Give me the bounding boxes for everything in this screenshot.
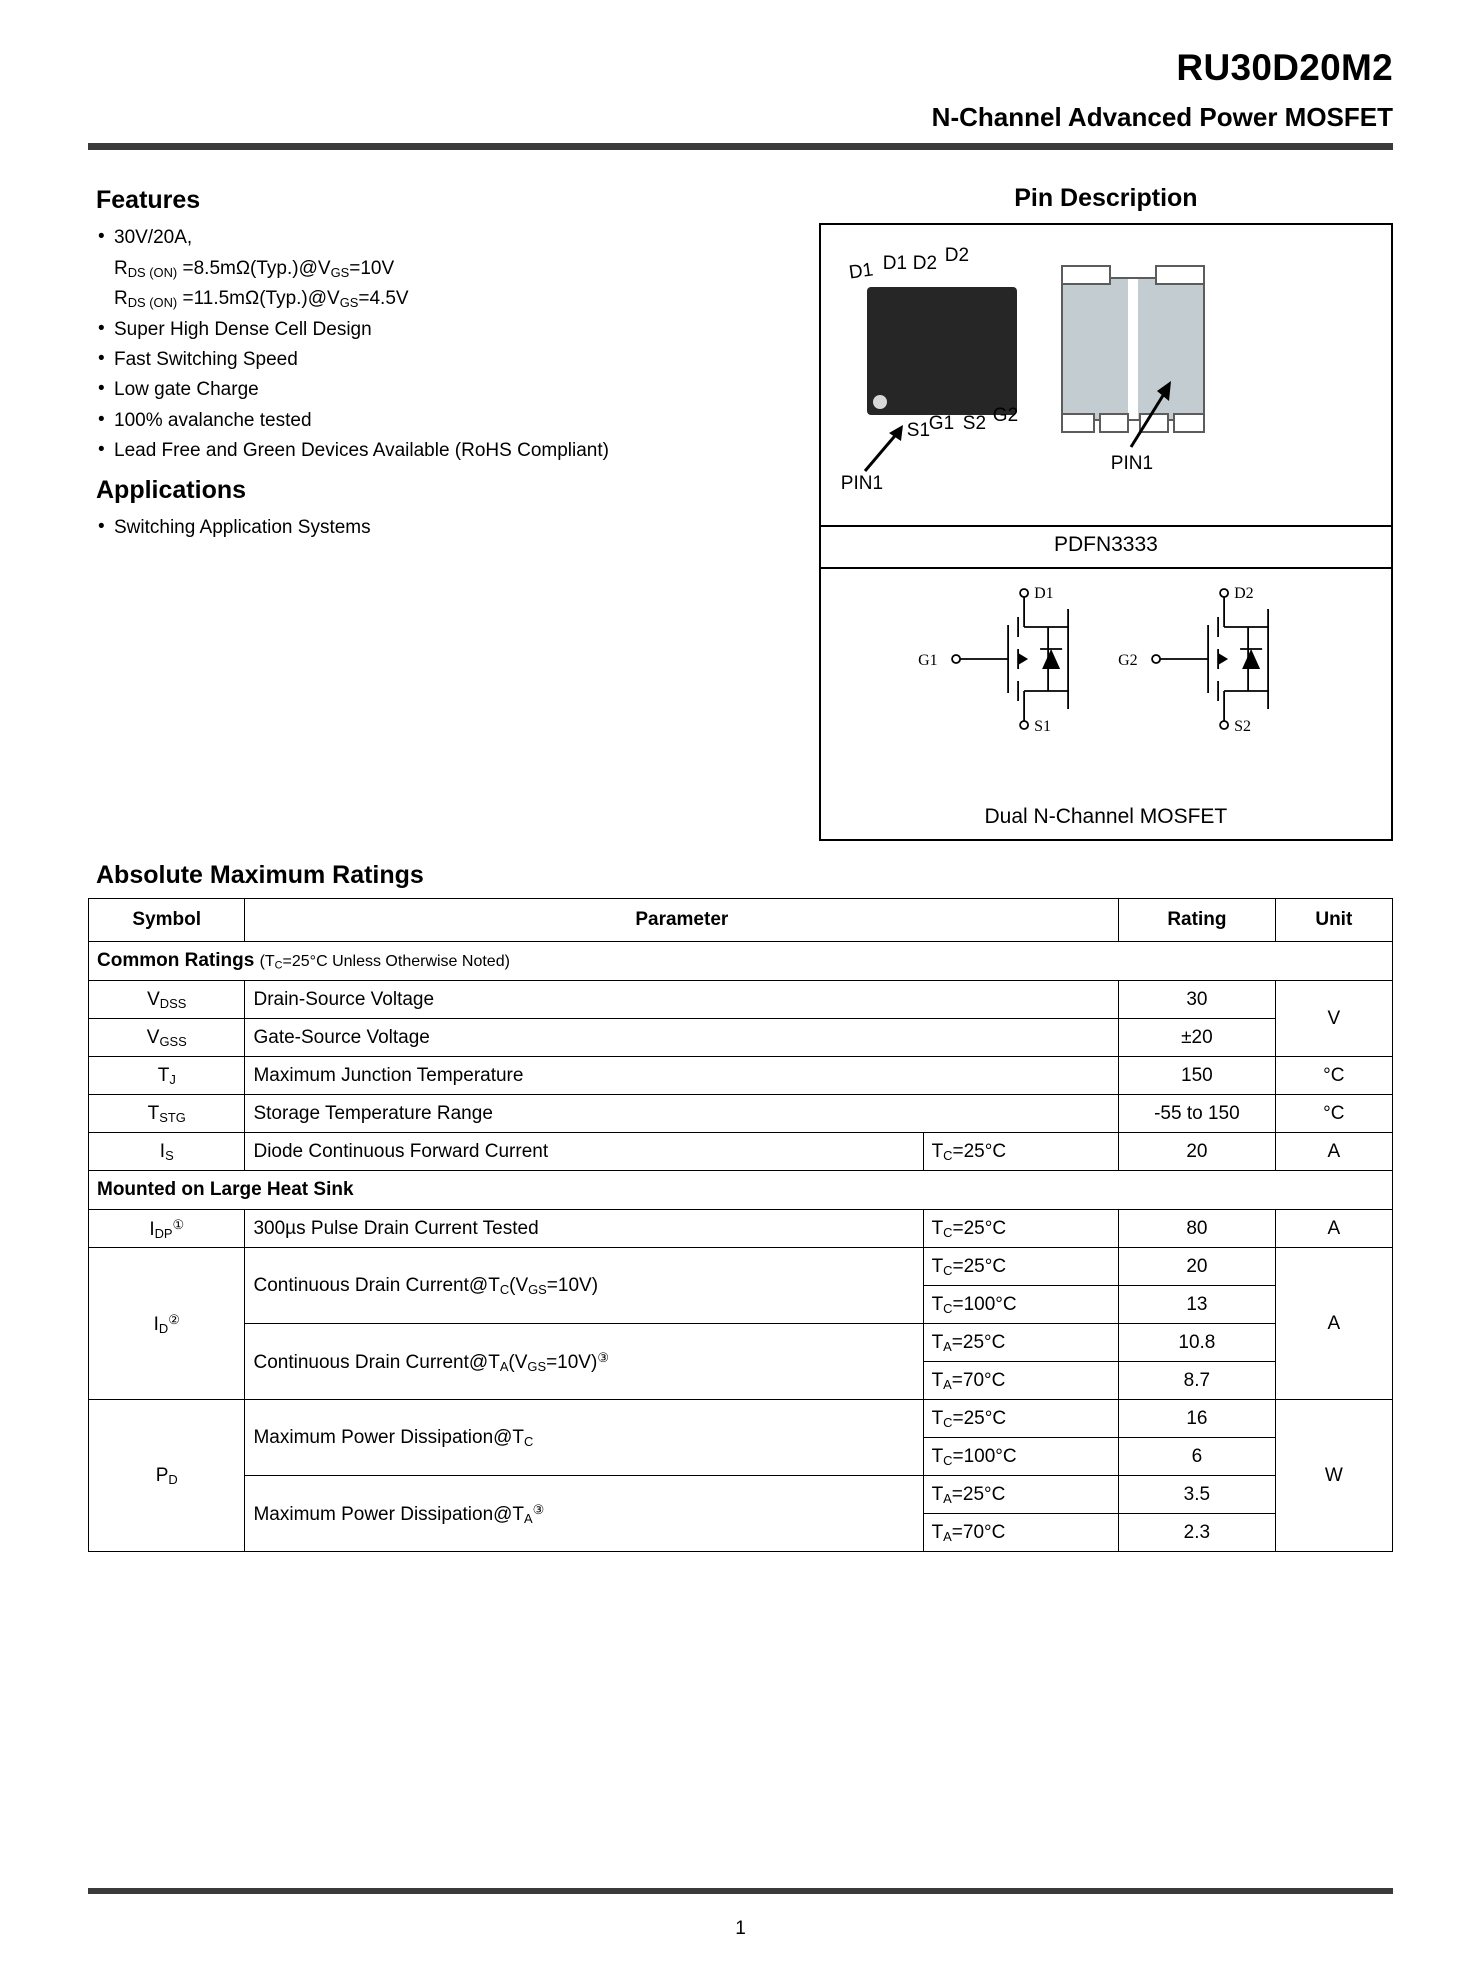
top-section xyxy=(88,176,1393,841)
feature-item: • Low gate Charge xyxy=(96,375,819,404)
cell-unit: A xyxy=(1275,1133,1392,1171)
table-row xyxy=(89,1133,1393,1171)
feature-item: • 100% avalanche tested xyxy=(96,406,819,435)
column-header-parameter: Parameter xyxy=(245,899,1119,942)
cell-rating: 80 xyxy=(1119,1210,1275,1248)
feature-item: $R_{DS (ON)}$ $=8.5m\Omega(Typ.)@V_{GS}=10V$ xyxy=(114,257,395,280)
cell-parameter: Maximum Power $Dissipation@T_C$ xyxy=(245,1400,923,1476)
group-label: Common Ratings xyxy=(97,950,255,972)
table-row xyxy=(89,981,1393,1019)
pin-label-d1-left: D1 xyxy=(847,259,875,284)
cell-symbol: $T_J$ xyxy=(89,1057,245,1095)
feature-item: • Super High Dense Cell Design xyxy=(96,315,819,344)
cell-condition: $T_A=25^\circ C$ xyxy=(923,1476,1119,1514)
cell-condition: $T_C=25^\circ C$ xyxy=(923,1248,1119,1286)
table-group-row-common xyxy=(89,942,1393,981)
schematic-label-g1: G1 xyxy=(917,652,938,670)
schematic-label-s1: S1 xyxy=(1033,718,1051,736)
cell-condition: $T_A=25^\circ C$ xyxy=(923,1324,1119,1362)
cell-symbol: $T_{STG}$ xyxy=(89,1095,245,1133)
page-subtitle: N-Channel Advanced Power MOSFET xyxy=(931,101,1393,132)
features-list xyxy=(96,223,819,466)
feature-item: • Fast Switching Speed xyxy=(96,345,819,374)
table-group-row-heatsink xyxy=(89,1171,1393,1210)
features-heading: Features xyxy=(96,186,201,215)
applications-list xyxy=(96,513,819,542)
cell-parameter: Continuous Drain $Current@T_C(V_{GS}=10V)$ xyxy=(245,1248,923,1324)
package-caption: PDFN3333 xyxy=(821,527,1391,569)
cell-parameter: Drain-Source Voltage xyxy=(245,981,1119,1019)
applications-heading: Applications xyxy=(96,475,247,504)
table-row xyxy=(89,1095,1393,1133)
schematic-label-s2: S2 xyxy=(1233,718,1251,736)
page-title: RU30D20M2 xyxy=(1176,47,1393,88)
cell-condition: $T_C=25^\circ C$ xyxy=(923,1400,1119,1438)
cell-unit: °C xyxy=(1275,1095,1392,1133)
cell-condition: $T_C=25^\circ C$ xyxy=(923,1210,1119,1248)
table-row xyxy=(89,1057,1393,1095)
package-pad xyxy=(1061,265,1111,285)
pin-description-column xyxy=(819,176,1393,841)
cell-parameter: Maximum Power $Dissipation@T_A^③$ xyxy=(245,1476,923,1552)
schematic-drawing xyxy=(821,569,1391,799)
schematic-label-g2: G2 xyxy=(1117,652,1138,670)
schematic-label-d2: D2 xyxy=(1233,585,1254,603)
feature-item: $R_{DS (ON)}$ $=11.5m\Omega(Typ.)@V_{GS}=4.5V$ xyxy=(114,288,409,311)
cell-condition: $T_C=25^\circ C$ xyxy=(923,1133,1119,1171)
cell-rating: 10.8 xyxy=(1119,1324,1275,1362)
dual-mosfet-schematic-icon xyxy=(821,569,1391,799)
cell-rating: -55 to 150 xyxy=(1119,1095,1275,1133)
schematic-caption: Dual N-Channel MOSFET xyxy=(984,805,1228,829)
pin1-label-right: PIN1 xyxy=(1110,453,1154,475)
schematic-label-d1: D1 xyxy=(1033,585,1054,603)
pin1-label-left: PIN1 xyxy=(840,473,884,495)
cell-parameter: Storage Temperature Range xyxy=(245,1095,1119,1133)
table-row xyxy=(89,1324,1393,1362)
cell-symbol: $V_{DSS}$ xyxy=(89,981,245,1019)
feature-item: • Lead Free and Green Devices Available (RoHS Compliant) xyxy=(96,436,819,465)
pin-label-d2: D2 xyxy=(912,253,938,275)
cell-rating: 2.3 xyxy=(1119,1514,1275,1552)
group-note: ($T_C=25^\circ C$ Unless Otherwise Noted) xyxy=(259,953,510,972)
cell-rating: 6 xyxy=(1119,1438,1275,1476)
cell-rating: 16 xyxy=(1119,1400,1275,1438)
pin-label-g1: G1 xyxy=(928,413,955,435)
cell-condition: $T_C=100^\circ C$ xyxy=(923,1286,1119,1324)
footer-divider xyxy=(88,1888,1393,1894)
cell-unit: A xyxy=(1275,1210,1392,1248)
package-drawing xyxy=(821,225,1391,527)
pin1-notch-icon xyxy=(873,395,887,409)
pin-label-d1: D1 xyxy=(882,253,908,275)
cell-parameter: Maximum Junction Temperature xyxy=(245,1057,1119,1095)
features-column xyxy=(88,176,819,841)
cell-rating: 20 xyxy=(1119,1248,1275,1286)
table-row xyxy=(89,1210,1393,1248)
cell-parameter: 300µs Pulse Drain Current Tested xyxy=(245,1210,923,1248)
datasheet-page xyxy=(0,48,1481,1968)
cell-rating: 150 xyxy=(1119,1057,1275,1095)
cell-rating: 8.7 xyxy=(1119,1362,1275,1400)
table-row xyxy=(89,1248,1393,1286)
cell-parameter: Gate-Source Voltage xyxy=(245,1019,1119,1057)
package-pad xyxy=(1155,265,1205,285)
cell-unit: °C xyxy=(1275,1057,1392,1095)
header-divider xyxy=(88,143,1393,150)
pin-description-heading: Pin Description xyxy=(1014,184,1198,213)
table-header-row xyxy=(89,899,1393,942)
pin-label-s2: S2 xyxy=(962,413,987,435)
cell-rating: 13 xyxy=(1119,1286,1275,1324)
cell-condition: $T_A=70^\circ C$ xyxy=(923,1514,1119,1552)
cell-symbol: $P_D$ xyxy=(89,1400,245,1552)
pin-description-box xyxy=(819,223,1393,841)
pin1-arrow-left-icon xyxy=(857,421,917,477)
table-row xyxy=(89,1400,1393,1438)
cell-rating: 20 xyxy=(1119,1133,1275,1171)
pin-label-d2-right: D2 xyxy=(944,245,970,267)
cell-symbol: $I_{DP}^①$ xyxy=(89,1210,245,1248)
cell-unit: W xyxy=(1275,1400,1392,1552)
cell-symbol: $I_D^②$ xyxy=(89,1248,245,1400)
cell-rating: ±20 xyxy=(1119,1019,1275,1057)
ratings-heading: Absolute Maximum Ratings xyxy=(96,861,424,890)
cell-rating: 3.5 xyxy=(1119,1476,1275,1514)
absolute-maximum-ratings-table xyxy=(88,898,1393,1552)
feature-item: • 30V/20A, xyxy=(96,223,819,252)
cell-symbol: $I_S$ xyxy=(89,1133,245,1171)
cell-parameter: Continuous Drain $Current@T_A(V_{GS}=10V)^③$ xyxy=(245,1324,923,1400)
cell-rating: 30 xyxy=(1119,981,1275,1019)
cell-condition: $T_A=70^\circ C$ xyxy=(923,1362,1119,1400)
column-header-symbol: Symbol xyxy=(89,899,245,942)
cell-parameter: Diode Continuous Forward Current xyxy=(245,1133,923,1171)
application-item: • Switching Application Systems xyxy=(96,513,819,542)
pin-label-g2: G2 xyxy=(992,405,1019,427)
package-pad xyxy=(1061,413,1095,433)
column-header-rating: Rating xyxy=(1119,899,1275,942)
column-header-unit: Unit xyxy=(1275,899,1392,942)
page-number: 1 xyxy=(735,1918,746,1939)
group-label: Mounted on Large Heat Sink xyxy=(97,1179,354,1201)
pin1-arrow-right-icon xyxy=(1113,373,1183,453)
cell-unit: V xyxy=(1275,981,1392,1057)
table-row xyxy=(89,1019,1393,1057)
table-row xyxy=(89,1476,1393,1514)
cell-condition: $T_C=100^\circ C$ xyxy=(923,1438,1119,1476)
package-body-top-view xyxy=(867,287,1017,415)
cell-symbol: $V_{GSS}$ xyxy=(89,1019,245,1057)
cell-unit: A xyxy=(1275,1248,1392,1400)
pin-label-s1: S1 xyxy=(906,420,931,442)
